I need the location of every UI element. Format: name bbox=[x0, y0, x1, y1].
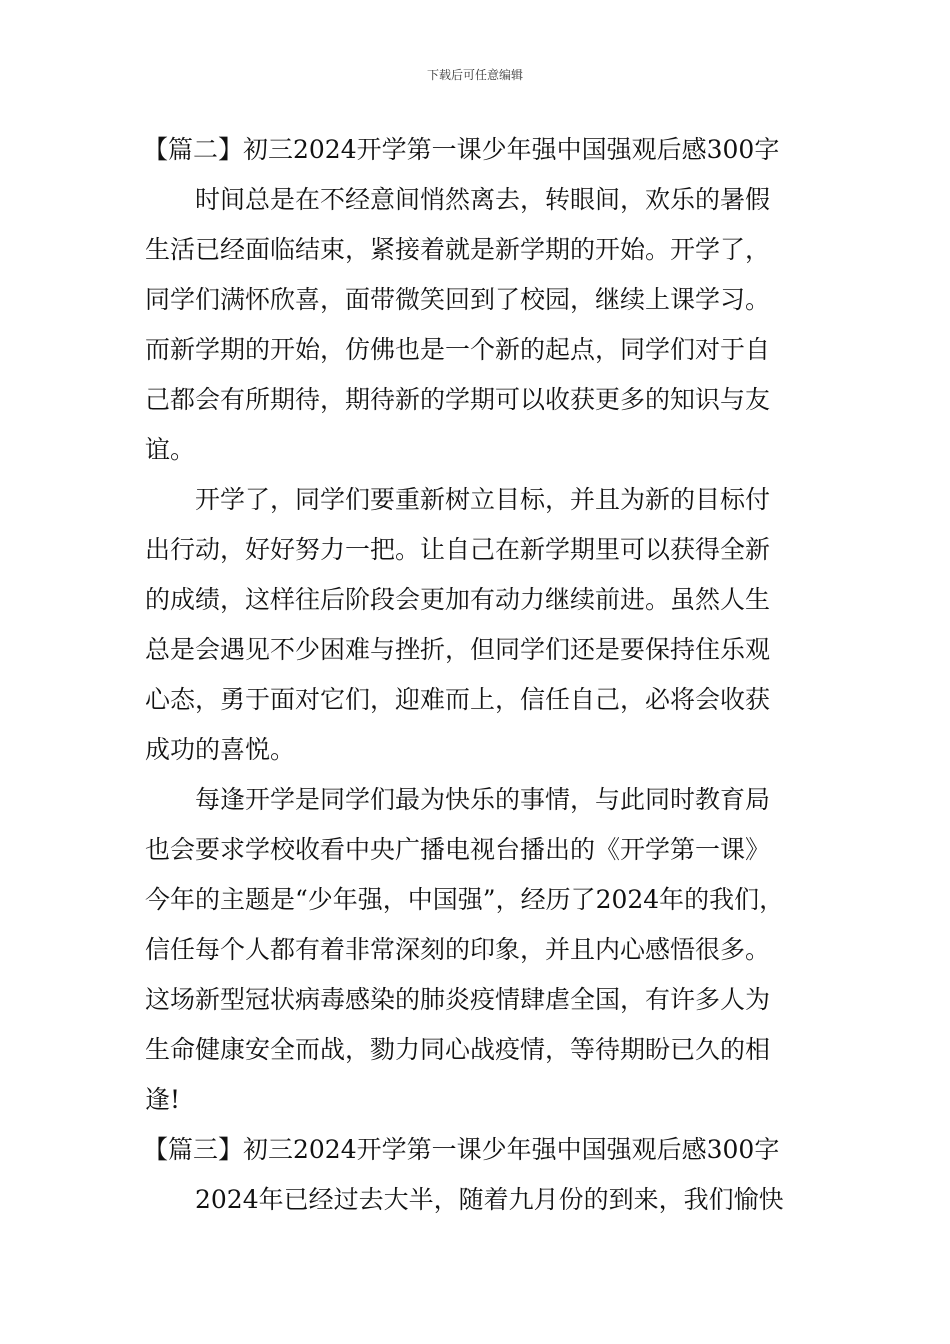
text-line: 同学们满怀欣喜，面带微笑回到了校园，继续上课学习。 bbox=[145, 285, 771, 314]
section-heading: 【篇二】初三2024开学第一课少年强中国强观后感300字 bbox=[143, 135, 780, 164]
text-line: 开学了，同学们要重新树立目标，并且为新的目标付 bbox=[195, 485, 771, 514]
text-line: 的成绩，这样往后阶段会更加有动力继续前进。虽然人生 bbox=[145, 585, 771, 614]
text-line: 生命健康安全而战，勠力同心战疫情，等待期盼已久的相 bbox=[145, 1035, 771, 1064]
text-line: 总是会遇见不少困难与挫折，但同学们还是要保持住乐观 bbox=[145, 635, 771, 664]
section-heading: 【篇三】初三2024开学第一课少年强中国强观后感300字 bbox=[143, 1135, 780, 1164]
paragraph bbox=[145, 475, 825, 775]
text-line: 信任每个人都有着非常深刻的印象，并且内心感悟很多。 bbox=[145, 935, 771, 964]
paragraph bbox=[145, 175, 825, 475]
paragraph bbox=[145, 775, 825, 1125]
text-line: 生活已经面临结束，紧接着就是新学期的开始。开学了， bbox=[145, 235, 771, 264]
text-line: 谊。 bbox=[145, 435, 196, 464]
text-line: 出行动，好好努力一把。让自己在新学期里可以获得全新 bbox=[145, 535, 771, 564]
text-line: 而新学期的开始，仿佛也是一个新的起点，同学们对于自 bbox=[145, 335, 771, 364]
paragraph bbox=[145, 1175, 825, 1225]
text-line: 今年的主题是“少年强，中国强”，经历了2024年的我们， bbox=[145, 885, 785, 914]
text-line: 己都会有所期待，期待新的学期可以收获更多的知识与友 bbox=[145, 385, 771, 414]
text-line: 时间总是在不经意间悄然离去，转眼间，欢乐的暑假 bbox=[195, 185, 771, 214]
text-line: 也会要求学校收看中央广播电视台播出的《开学第一课》 bbox=[145, 835, 771, 864]
document-body bbox=[145, 125, 825, 1225]
text-line: 逢! bbox=[145, 1085, 181, 1114]
text-line: 成功的喜悦。 bbox=[145, 735, 296, 764]
text-line: 2024年已经过去大半，随着九月份的到来，我们愉快 bbox=[195, 1185, 784, 1214]
text-line: 心态，勇于面对它们，迎难而上，信任自己，必将会收获 bbox=[145, 685, 771, 714]
text-line: 每逢开学是同学们最为快乐的事情，与此同时教育局 bbox=[195, 785, 771, 814]
text-line: 这场新型冠状病毒感染的肺炎疫情肆虐全国，有许多人为 bbox=[145, 985, 771, 1014]
page-header-note: 下载后可任意编辑 bbox=[426, 68, 523, 82]
